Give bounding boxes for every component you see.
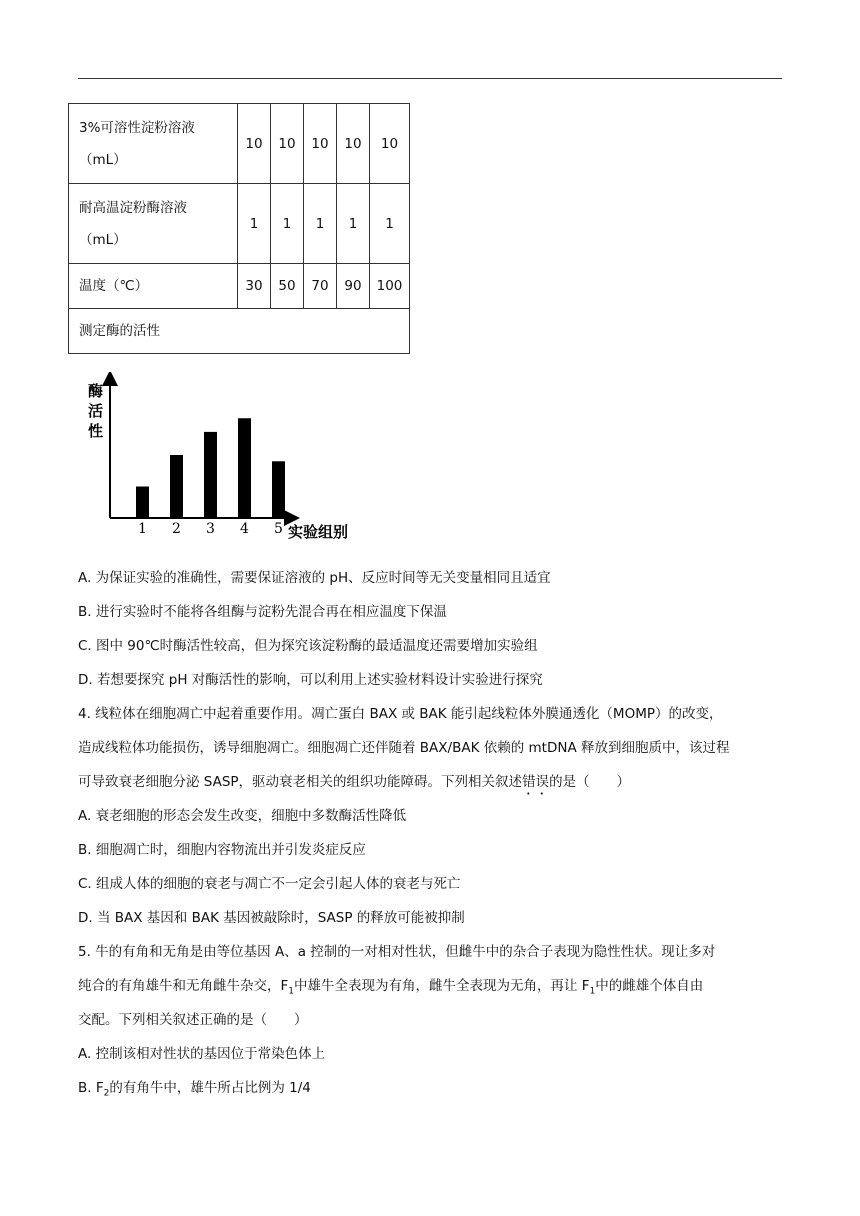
table-cell: 50 [271, 264, 304, 309]
q4-stem-line: 造成线粒体功能损伤，诱导细胞凋亡。细胞凋亡还伴随着 BAX/BAK 依赖的 mtDNA 释放到细胞质中，该过程 [78, 740, 730, 756]
subscript: 2 [103, 1088, 110, 1099]
q4-stem-text: 的是（ ） [549, 774, 631, 790]
q3-option-b: B. 进行实验时不能将各组酶与淀粉先混合再在相应温度下保温 [78, 604, 447, 620]
q4-emphasis: 错误 [522, 774, 550, 790]
y-axis-label: 活 [88, 402, 104, 420]
q5-option-a: A. 控制该相对性状的基因位于常染色体上 [78, 1046, 326, 1062]
header-rule [78, 78, 782, 79]
y-axis-label: 性 [88, 422, 104, 440]
q5-stem-text: 纯合的有角雄牛和无角雌牛杂交，F [78, 978, 289, 994]
table-cell: 10 [238, 104, 271, 184]
q5-stem-text: 中的雌雄个体自由 [595, 978, 704, 994]
table-cell: 10 [271, 104, 304, 184]
table-row [69, 309, 410, 354]
experiment-table [68, 103, 410, 354]
table-cell: 70 [304, 264, 337, 309]
q5-stem-text: 中雄牛全表现为有角，雌牛全表现为无角，再让 F [294, 978, 590, 994]
bar-group-1 [136, 487, 149, 519]
q5-option-b [78, 1076, 311, 1099]
x-tick-label: 1 [138, 521, 147, 537]
q3-option-c: C. 图中 90℃时酶活性较高，但为探究该淀粉酶的最适温度还需要增加实验组 [78, 638, 538, 654]
y-axis-label: 酶 [88, 382, 104, 400]
q5-option-text: B. F [78, 1080, 104, 1096]
q4-option-c: C. 组成人体的细胞的衰老与凋亡不一定会引起人体的衰老与死亡 [78, 876, 461, 892]
subscript: 1 [589, 986, 596, 997]
table-cell: 10 [370, 104, 410, 184]
q4-option-d: D. 当 BAX 基因和 BAK 基因被敲除时，SASP 的释放可能被抑制 [78, 910, 465, 926]
q4-option-b: B. 细胞凋亡时，细胞内容物流出并引发炎症反应 [78, 842, 366, 858]
table-cell: 30 [238, 264, 271, 309]
table-row [69, 184, 410, 264]
table-cell: 1 [370, 184, 410, 264]
bar-group-3 [204, 432, 217, 518]
q5-stem-line [78, 974, 703, 997]
row-label: 测定酶的活性 [69, 309, 410, 354]
row-label-unit: （mL） [79, 231, 127, 248]
table-row [69, 264, 410, 309]
table-row [69, 104, 410, 184]
q3-option-a: A. 为保证实验的准确性，需要保证溶液的 pH、反应时间等无关变量相同且适宜 [78, 570, 551, 586]
q4-stem-line [78, 770, 630, 798]
table-cell: 90 [337, 264, 370, 309]
q4-stem-text: 可导致衰老细胞分泌 SASP，驱动衰老相关的组织功能障碍。下列相关叙述 [78, 774, 523, 790]
row-label-line: 3%可溶性淀粉溶液 [79, 119, 195, 136]
table-cell: 100 [370, 264, 410, 309]
q5-stem-line: 5. 牛的有角和无角是由等位基因 A、a 控制的一对相对性状，但雌牛中的杂合子表现为隐性性状。现让多对 [78, 944, 716, 960]
x-tick-label: 3 [206, 521, 215, 537]
subscript: 1 [288, 986, 294, 997]
row-label-line: 耐高温淀粉酶溶液 [79, 199, 187, 216]
row-label [69, 104, 238, 184]
x-tick-label: 4 [240, 521, 249, 537]
q5-option-text: 的有角牛中，雄牛所占比例为 1/4 [109, 1080, 311, 1096]
table-cell: 1 [238, 184, 271, 264]
enzyme-activity-chart [82, 372, 362, 542]
x-tick-label: 2 [172, 521, 181, 537]
table-cell: 1 [304, 184, 337, 264]
table-cell: 10 [304, 104, 337, 184]
table-cell: 1 [337, 184, 370, 264]
bar-group-2 [170, 455, 183, 518]
table-cell: 10 [337, 104, 370, 184]
row-label [69, 184, 238, 264]
q4-stem-line: 4. 线粒体在细胞凋亡中起着重要作用。凋亡蛋白 BAX 或 BAK 能引起线粒体外膜通透化（MOMP）的改变， [78, 706, 723, 722]
q5-stem-line: 交配。下列相关叙述正确的是（ ） [78, 1012, 308, 1028]
row-label-unit: （mL） [79, 151, 127, 168]
bar-group-5 [272, 461, 285, 518]
bar-group-4 [238, 418, 251, 518]
x-tick-label: 5 [274, 521, 283, 537]
q4-option-a: A. 衰老细胞的形态会发生改变，细胞中多数酶活性降低 [78, 808, 407, 824]
x-axis-label: 实验组别 [288, 523, 349, 541]
row-label: 温度（℃） [69, 264, 238, 309]
q3-option-d: D. 若想要探究 pH 对酶活性的影响，可以利用上述实验材料设计实验进行探究 [78, 672, 543, 688]
table-cell: 1 [271, 184, 304, 264]
